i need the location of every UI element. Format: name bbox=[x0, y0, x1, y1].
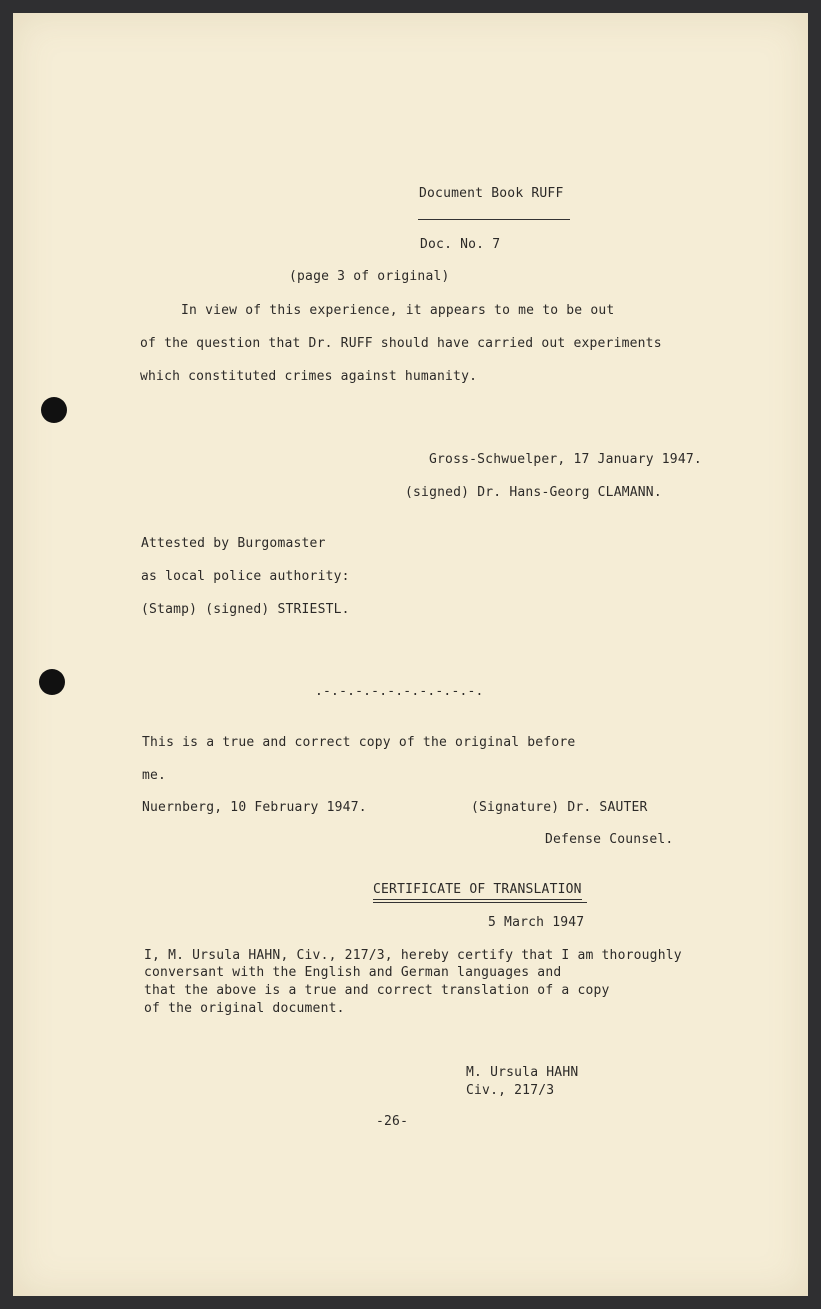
certificate-line-3: that the above is a true and correct translation of a copy bbox=[144, 983, 610, 998]
attestation-line-2: as local police authority: bbox=[141, 569, 350, 584]
certificate-title-second-rule bbox=[373, 902, 587, 903]
copy-place-date: Nuernberg, 10 February 1947. bbox=[142, 800, 367, 815]
certificate-title: CERTIFICATE OF TRANSLATION bbox=[373, 882, 582, 900]
copy-signature: (Signature) Dr. SAUTER bbox=[471, 800, 648, 815]
document-number: Doc. No. 7 bbox=[420, 237, 501, 252]
certificate-line-1: I, M. Ursula HAHN, Civ., 217/3, hereby certify that I am thoroughly bbox=[144, 948, 682, 963]
copy-line-2: me. bbox=[142, 768, 167, 783]
body-line-2: of the question that Dr. RUFF should have carried out experiments bbox=[140, 336, 662, 351]
translator-name: M. Ursula HAHN bbox=[466, 1065, 579, 1080]
certificate-line-2: conversant with the English and German languages and bbox=[144, 965, 562, 980]
page-number: -26- bbox=[376, 1114, 409, 1129]
document-page bbox=[13, 13, 808, 1296]
header-rule bbox=[418, 219, 570, 220]
body-line-1: In view of this experience, it appears to me to be out bbox=[181, 303, 615, 318]
certificate-line-4: of the original document. bbox=[144, 1001, 345, 1016]
attestation-line-3: (Stamp) (signed) STRIESTL. bbox=[141, 602, 350, 617]
punch-hole-lower bbox=[39, 669, 65, 695]
translator-id: Civ., 217/3 bbox=[466, 1083, 555, 1098]
certificate-date: 5 March 1947 bbox=[488, 915, 585, 930]
copy-line-1: This is a true and correct copy of the original before bbox=[142, 735, 576, 750]
page-reference: (page 3 of original) bbox=[289, 269, 450, 284]
document-book-title: Document Book RUFF bbox=[419, 186, 564, 201]
place-date: Gross-Schwuelper, 17 January 1947. bbox=[429, 452, 702, 467]
body-line-3: which constituted crimes against humanity. bbox=[140, 369, 478, 384]
signed-clamann: (signed) Dr. Hans-Georg CLAMANN. bbox=[405, 485, 662, 500]
punch-hole-upper bbox=[41, 397, 67, 423]
separator-line: .-.-.-.-.-.-.-.-.-.-. bbox=[315, 684, 484, 699]
copy-role: Defense Counsel. bbox=[545, 832, 674, 847]
attestation-line-1: Attested by Burgomaster bbox=[141, 536, 326, 551]
